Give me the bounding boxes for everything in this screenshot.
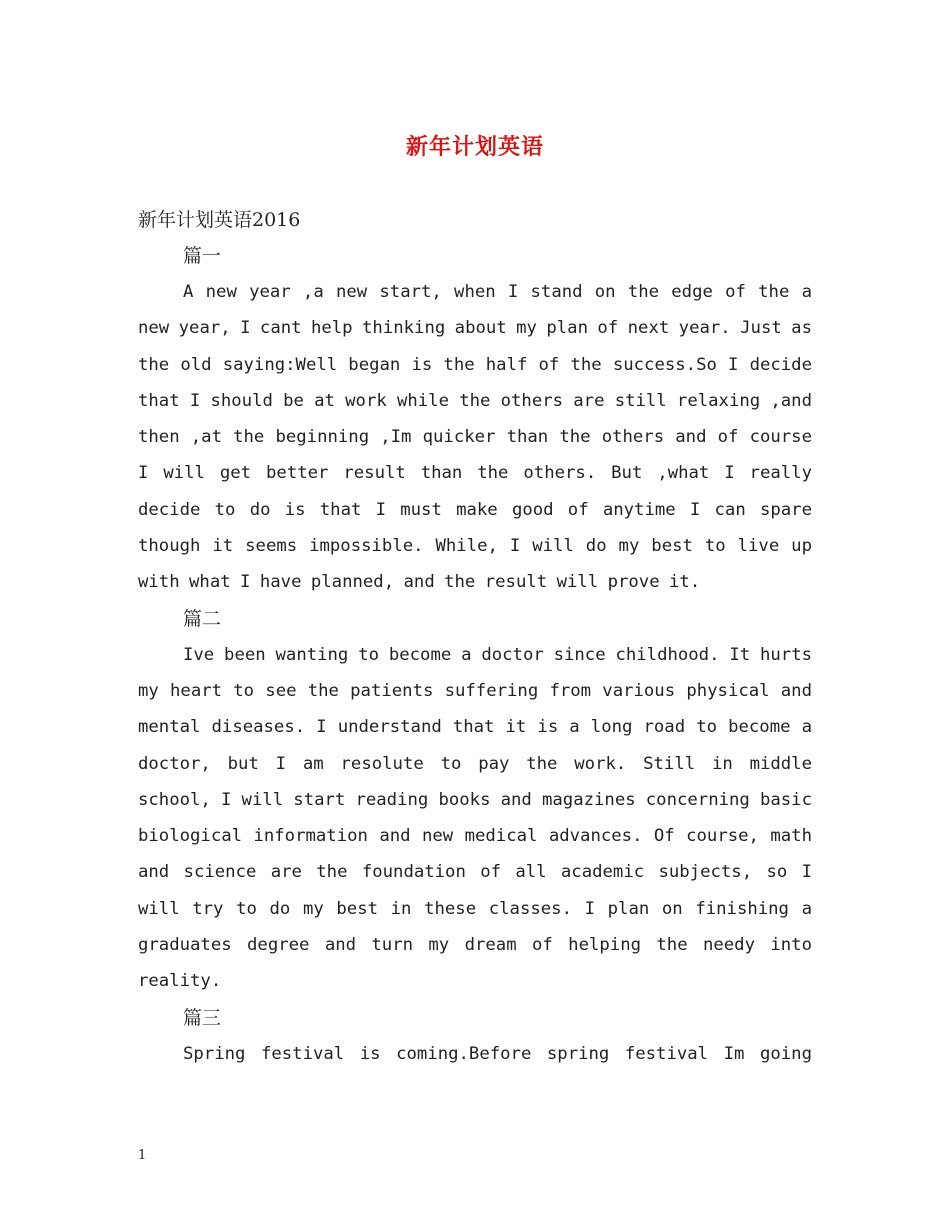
section-paragraph-1: A new year ,a new start, when I stand on the edge of the a new year, I cant help thinking about my plan of next year. Just as the old saying:Well began is the half of the success.So I decide that I should be at work while the others are still relaxing ,and then ,at the beginning ,Im quicker than the others and of course I will get better result than the others. But ,what I really decide to do is that I must make good of anytime I can spare though it seems impossible. While, I will do my best to live up with what I have planned, and the result will prove it. [138,282,812,593]
section-label-1: 篇一 [183,245,222,267]
section-label-2: 篇二 [183,607,222,630]
section-label-3: 篇三 [183,1006,222,1029]
document-title: 新年计划英语 [405,134,544,160]
document-subtitle: 新年计划英语2016 [138,209,301,231]
section-paragraph-3: Spring festival is coming.Before spring festival Im going [183,1043,812,1064]
page-number: 1 [138,1148,147,1163]
document-body [138,202,812,1072]
section-paragraph-2: Ive been wanting to become a doctor since childhood. It hurts my heart to see the patients suffering from various physical and mental diseases. I understand that it is a long road to become a doctor, but I am resolute to pay the work. Still in middle school, I will start reading books and magazines concerning basic biological information and new medical advances. Of course, math and science are the foundation of all academic subjects, so I will try to do my best in these classes. I plan on finishing a graduates degree and turn my dream of helping the needy into reality. [138,644,812,992]
